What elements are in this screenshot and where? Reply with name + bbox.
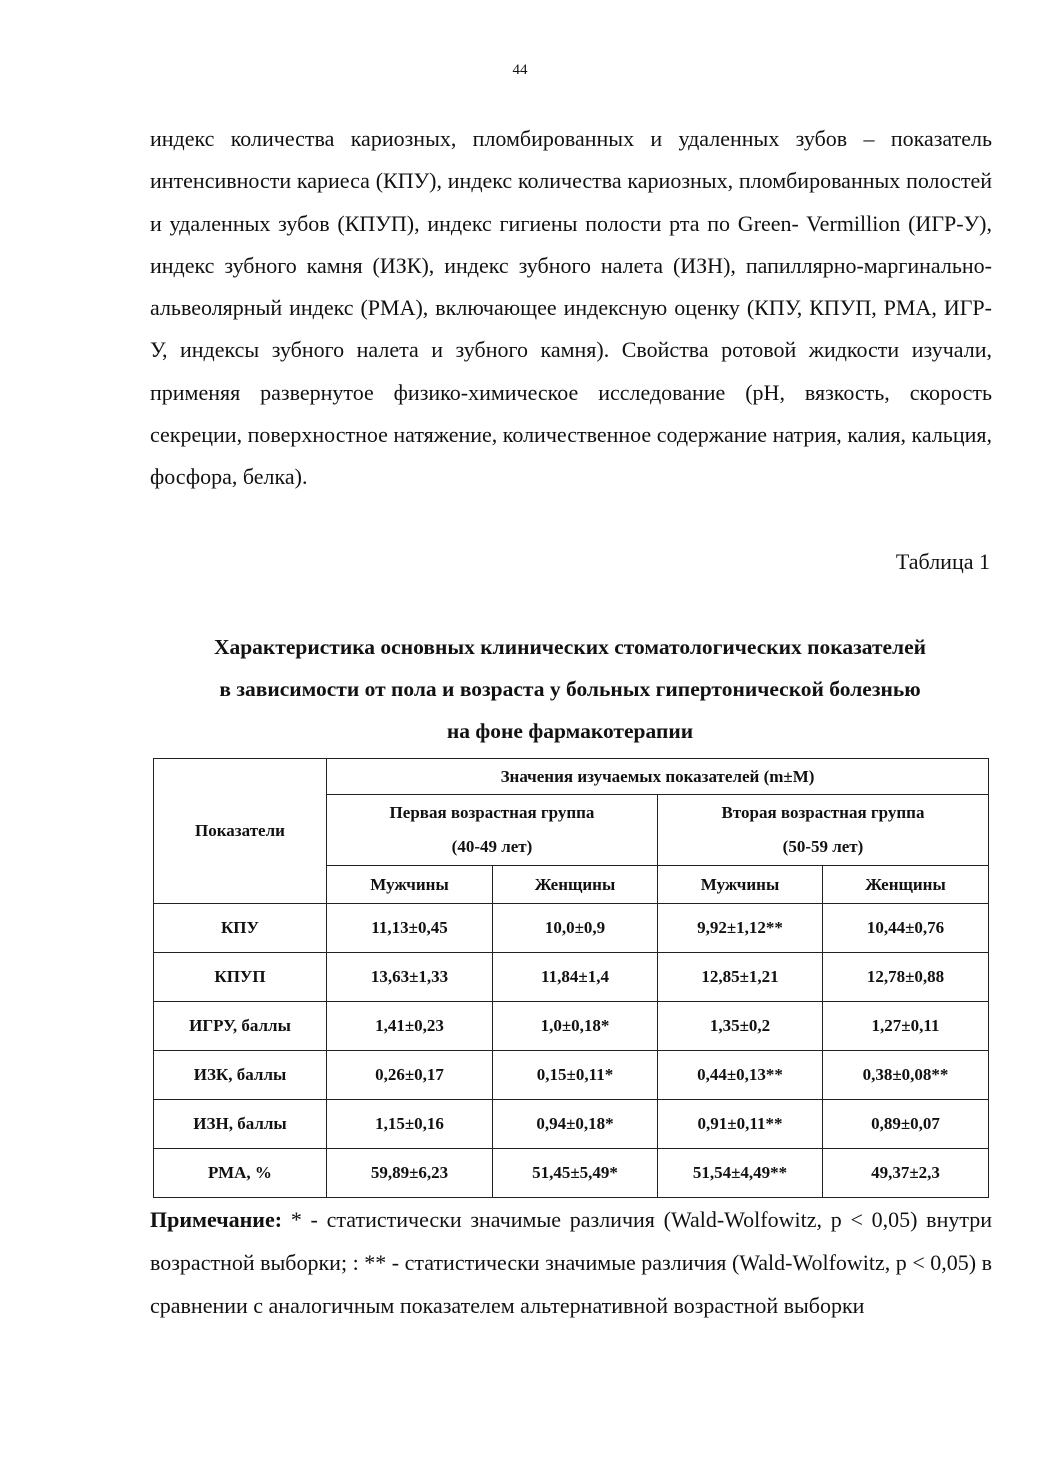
table-title-line-1: Характеристика основных клинических стоматологических показателей [213, 635, 927, 659]
table-cell: 0,38±0,08** [823, 1051, 989, 1100]
table-cell: 0,91±0,11** [658, 1100, 823, 1149]
body-paragraph: индекс количества кариозных, пломбированных и удаленных зубов – показатель интенсивности кариеса (КПУ), индекс количества кариозных, пломбированных полостей и удаленных зубов (КПУП), индекс гигиены полости рта по Green- Vermillion (ИГР-У), индекс зубного камня (ИЗК), индекс зубного налета (ИЗН), папиллярно-маргинально-альвеолярный индекс (РМА), включающее индексную оценку (КПУ, КПУП, РМА, ИГР-У, индексы зубного налета и зубного камня). Свойства ротовой жидкости изучали, применяя развернутое физико-химическое исследование (рН, вязкость, скорость секреции, поверхностное натяжение, количественное содержание натрия, калия, кальция, фосфора, белка). [150, 126, 992, 490]
table-title-line-2: в зависимости от пола и возраста у больных гипертонической болезнью [219, 677, 921, 701]
table-row [154, 904, 989, 953]
row-label: РМА, % [154, 1149, 327, 1198]
table-cell: 10,44±0,76 [823, 904, 989, 953]
table-cell: 51,45±5,49* [493, 1149, 658, 1198]
header-group-1-line-1: Первая возрастная группа [389, 803, 595, 822]
table-cell: 51,54±4,49** [658, 1149, 823, 1198]
table-title-line-3: на фоне фармакотерапии [446, 719, 694, 743]
table-row [154, 953, 989, 1002]
table-cell: 1,27±0,11 [823, 1002, 989, 1051]
table-cell: 9,92±1,12** [658, 904, 823, 953]
header-group-1-line-2: (40-49 лет) [451, 837, 533, 856]
row-label: ИЗК, баллы [154, 1051, 327, 1100]
table-row [154, 1149, 989, 1198]
header-group-1 [327, 795, 658, 866]
table-cell: 0,94±0,18* [493, 1100, 658, 1149]
table-cell: 1,15±0,16 [327, 1100, 493, 1149]
header-group-2 [658, 795, 989, 866]
table-cell: 0,89±0,07 [823, 1100, 989, 1149]
page-number: 44 [512, 62, 528, 78]
table-cell: 59,89±6,23 [327, 1149, 493, 1198]
header-sex-men-1: Мужчины [327, 866, 493, 904]
table-cell: 13,63±1,33 [327, 953, 493, 1002]
table-cell: 1,0±0,18* [493, 1002, 658, 1051]
table-cell: 1,35±0,2 [658, 1002, 823, 1051]
table-cell: 49,37±2,3 [823, 1149, 989, 1198]
header-group-2-line-1: Вторая возрастная группа [721, 803, 925, 822]
note-label: Примечание: [150, 1207, 283, 1232]
table-cell: 0,26±0,17 [327, 1051, 493, 1100]
table-cell: 11,13±0,45 [327, 904, 493, 953]
table-row [154, 1051, 989, 1100]
header-sex-women-1: Женщины [493, 866, 658, 904]
table-row [154, 1100, 989, 1149]
table-cell: 12,85±1,21 [658, 953, 823, 1002]
row-label: ИГРУ, баллы [154, 1002, 327, 1051]
table-cell: 11,84±1,4 [493, 953, 658, 1002]
table-row [154, 1002, 989, 1051]
row-label: КПУ [154, 904, 327, 953]
header-sex-men-2: Мужчины [658, 866, 823, 904]
header-group-2-line-2: (50-59 лет) [782, 837, 864, 856]
header-values: Значения изучаемых показателей (m±M) [327, 759, 989, 795]
table-cell: 10,0±0,9 [493, 904, 658, 953]
header-indicators: Показатели [154, 759, 327, 904]
table-label: Таблица 1 [895, 549, 990, 574]
table-title [150, 626, 990, 752]
header-sex-women-2: Женщины [823, 866, 989, 904]
note-text: * - статистически значимые различия (Wald-Wolfowitz, р < 0,05) внутри возрастной выборки; : ** - статистически значимые различия (Wald-Wolfowitz, р < 0,05) в сравнении с аналогичным показателем альтернативной возрастной выборки [150, 1207, 992, 1318]
row-label: ИЗН, баллы [154, 1100, 327, 1149]
table-cell: 0,44±0,13** [658, 1051, 823, 1100]
table-cell: 0,15±0,11* [493, 1051, 658, 1100]
table-note [150, 1198, 992, 1327]
table-cell: 12,78±0,88 [823, 953, 989, 1002]
indicators-table [153, 758, 989, 1198]
table-cell: 1,41±0,23 [327, 1002, 493, 1051]
row-label: КПУП [154, 953, 327, 1002]
